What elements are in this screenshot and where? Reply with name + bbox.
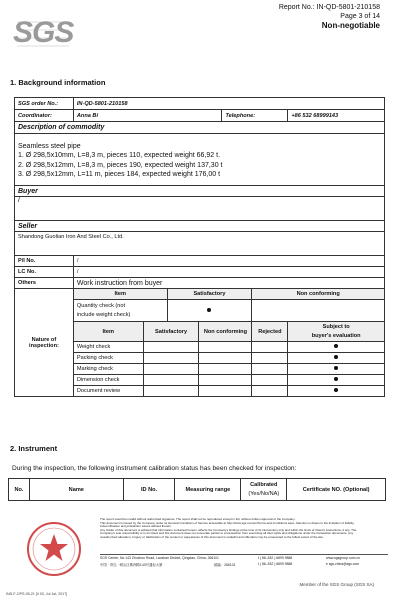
disclaimer-line: The report would be invalid without authorized signature. The report shall not be reproduced except in full, without written approval of the Company. (100, 517, 296, 521)
website: www.sgsgroup.com.cn (326, 556, 360, 560)
i-head-nonconforming: Non conforming (199, 322, 252, 342)
inspection-item: Packing check (73, 353, 143, 364)
section-2-title: 2. Instrument (10, 444, 58, 453)
pi-row (15, 256, 385, 267)
lc-label: LC No. (15, 267, 74, 278)
calibrated-line: (Yes/No/NA) (248, 490, 280, 497)
quantity-nonconforming-cell (252, 300, 385, 322)
footer-divider (100, 554, 388, 555)
buyer-value: / (15, 197, 385, 221)
inspection-item: Dimension check (73, 375, 143, 386)
background-table (14, 97, 385, 397)
inspection-item: Weight check (73, 342, 143, 353)
instrument-intro: During the inspection, the following instrument calibration status has been checked for inspection: (12, 465, 297, 472)
phone-2: t ( 86–532 ) 6899 9888 (258, 562, 293, 566)
report-header (279, 3, 380, 30)
check-dot (207, 308, 211, 312)
sgs-logo (13, 16, 74, 52)
calibrated-line: Calibrated (250, 481, 278, 488)
seller-value: Shandong Guolian Iron And Steel Co., Ltd. (15, 232, 385, 256)
check-dot (334, 344, 338, 348)
lc-value: / (73, 267, 384, 278)
form-code: IND-F-OPS-05-21 [V.03, Jul 1st, 2017] (6, 592, 68, 596)
subject-cell (288, 364, 385, 375)
address-cn: 中国 · 青岛 · 崂山区株洲路143号通标大厦 (100, 563, 163, 567)
subject-cell (288, 353, 385, 364)
i-head-satisfactory: Satisfactory (143, 322, 199, 342)
seller-row (15, 232, 385, 256)
coordinator-label: Coordinator: (15, 110, 74, 122)
disclaimer-line: Any holder of this document is advised that information contained hereon reflects the Company's findings at the time of its intervention only and within the limits of Client's instructions, if any. The Company's sole responsibility is to its Client and this document does not exonerate parties to a transaction from exercising all their rights and obligations under the transaction documents. Any unauthorized alteration, forgery or falsification of the content or appearance of this document is unlawful and offenders may be prosecuted to the fullest extent of the law. (100, 527, 357, 539)
buyer-row (15, 197, 385, 221)
coordinator-row (15, 110, 385, 122)
buyer-header-row (15, 186, 385, 197)
sgs-order-label: SGS order No.: (15, 98, 74, 110)
commodity-row (15, 134, 385, 186)
instrument-table (8, 478, 386, 501)
check-dot (334, 366, 338, 370)
col-range: Measuring range (175, 479, 241, 501)
i-head-rejected: Rejected (252, 322, 288, 342)
negotiable-status: Non-negotiable (321, 21, 380, 30)
email: e sgs.china@sgs.com (326, 562, 360, 566)
others-value: Work instruction from buyer (73, 278, 384, 289)
order-row (15, 98, 385, 110)
pi-label: P/I No. (15, 256, 74, 267)
postcode: 邮编：266101 (214, 563, 236, 567)
col-name: Name (29, 479, 123, 501)
commodity-header-row (15, 122, 385, 134)
instrument-header-row (9, 479, 386, 501)
commodity-line: Seamless steel pipe (18, 142, 81, 150)
disclaimer (100, 518, 362, 540)
i-head-subject (288, 322, 385, 342)
commodity-description (15, 134, 385, 186)
quantity-item-line: Quantity check (not (76, 302, 126, 309)
disclaimer-line: This document is issued by the Company under its General Conditions of Service accessible at http://www.sgs.com/en/Terms-and-Conditions.aspx. Attention is drawn to the limitation of liability, indemnification and jurisdiction issues defined therein. (100, 520, 355, 529)
lc-row (15, 267, 385, 278)
commodity-line: 1. Ø 298,5x10mm, L=8,3 m, pieces 110, expected weight 66,92 t. (18, 152, 221, 159)
member-note: Member of the SGS Group (SGS SA) (299, 582, 374, 587)
quantity-satisfactory-cell (167, 300, 252, 322)
subject-cell (288, 375, 385, 386)
quantity-check-item (73, 300, 167, 322)
col-calibrated (241, 479, 287, 501)
subject-cell (288, 386, 385, 397)
subject-line: Subject to (322, 323, 350, 330)
page-number: Page 3 of 14 (340, 13, 380, 20)
col-id: ID No. (123, 479, 175, 501)
address-en: SGS Center, No.143 Zhuzhou Road, Laoshan District, Qingdao, China, 266101 (100, 556, 219, 560)
nature-label-text: Nature of inspection: (29, 336, 59, 349)
quantity-header-row (15, 289, 385, 300)
telephone-label: Telephone: (222, 110, 288, 122)
commodity-line: 2. Ø 298,5x12mm, L=8,3 m, pieces 190, expected weight 137,30 t (18, 161, 223, 169)
coordinator-value: Anna Bi (73, 110, 222, 122)
inspection-item: Marking check (73, 364, 143, 375)
seller-label: Seller (15, 221, 385, 232)
commodity-line: 3. Ø 298,5x12mm, L=11 m, pieces 184, expected weight 176,00 t (18, 171, 221, 178)
logo-text: SGS (13, 16, 74, 49)
q-head-item: Item (73, 289, 167, 300)
section-1-title: 1. Background information (10, 78, 106, 87)
q-head-nonconforming: Non conforming (252, 289, 385, 300)
subject-line: buyer's evaluation (311, 332, 361, 339)
nature-of-inspection-label (15, 289, 74, 397)
commodity-label: Description of commodity (15, 122, 385, 134)
inspection-seal (24, 520, 84, 578)
quantity-item-line: include weight check) (76, 311, 131, 318)
others-row (15, 278, 385, 289)
telephone-value: +86 532 68999143 (288, 110, 385, 122)
col-no: No. (9, 479, 30, 501)
check-dot (334, 377, 338, 381)
col-certificate: Certificate NO. (Optional) (287, 479, 386, 501)
buyer-label: Buyer (15, 186, 385, 197)
i-head-item: Item (73, 322, 143, 342)
inspection-item: Document review (73, 386, 143, 397)
seller-header-row (15, 221, 385, 232)
pi-value: / (73, 256, 384, 267)
check-dot (334, 355, 338, 359)
subject-cell (288, 342, 385, 353)
phone-1: t ( 86–532 ) 6899 9888 (258, 556, 293, 560)
others-label: Others (15, 278, 74, 289)
report-number: Report No.: IN-QD-5801-210158 (278, 4, 380, 11)
footer (8, 518, 391, 576)
check-dot (334, 388, 338, 392)
sgs-order-value: IN-QD-5801-210158 (73, 98, 384, 110)
q-head-satisfactory: Satisfactory (167, 289, 252, 300)
